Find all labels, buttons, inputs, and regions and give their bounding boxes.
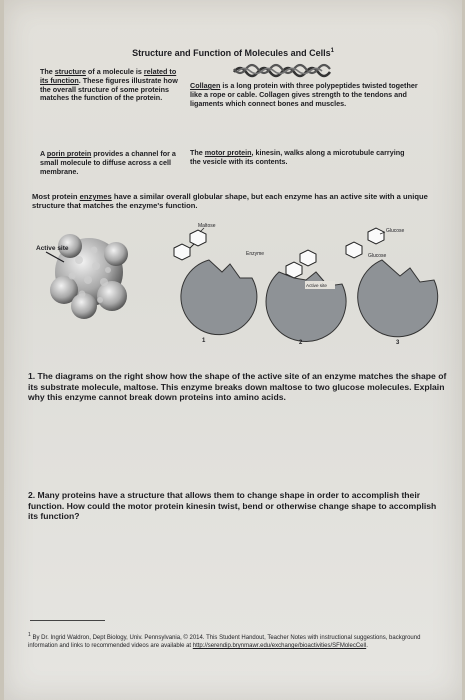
intro-paragraph: The structure of a molecule is related to its function. These figures illustrate how the overall structure of some proteins matches the function of the protein. (40, 67, 178, 103)
enzyme-diagram (24, 220, 444, 350)
porin-protein-link[interactable]: porin protein (46, 149, 92, 158)
maltose-label: Maltose (198, 223, 216, 229)
structure-link[interactable]: structure (54, 67, 86, 76)
footnote-divider (30, 620, 105, 621)
footnote-link[interactable]: http://serendip.brynmawr.edu/exchange/bioactivities/SFMolecCell (192, 643, 367, 649)
related-function-link[interactable]: related to its function (40, 67, 177, 85)
collagen-link[interactable]: Collagen (190, 81, 221, 90)
enzymes-link[interactable]: enzymes (79, 192, 112, 201)
footnote: $^1$ By Dr. Ingrid Waldron, Dept Biology, Univ. Pennsylvania, © 2014. This Student Handout, Teacher Notes with instructional suggestions, background information and links to recommended videos are available at http://serendip.brynmawr.edu/exchange/bioactivities/SFMolecCell. (28, 632, 421, 649)
question-2: 2. Many proteins have a structure that allows them to change shape in order to accomplish their function. How could the motor protein kinesin twist, bend or otherwise change shape to accomplish its function? (28, 490, 437, 521)
active-site-label-text: Active site (36, 245, 69, 252)
panel-number-3: 3 (396, 340, 400, 346)
enzyme-shape-1 (181, 260, 257, 335)
porin-paragraph: A porin protein provides a channel for a small molecule to diffuse across a cell membrane. (40, 149, 176, 176)
motor-protein-paragraph: The motor protein, kinesin, walks along a microtubule carrying the vesicle with its contents. (190, 148, 405, 166)
enzyme-label: Enzyme (246, 251, 265, 257)
active-site-2-label: Active site (306, 283, 327, 288)
enzyme-shape-3 (358, 260, 438, 337)
maltose-molecule-2 (286, 250, 316, 278)
glucose-top-label: Glucose (386, 228, 405, 234)
maltose-molecule-1 (174, 230, 206, 260)
panel-number-1: 1 (202, 338, 206, 344)
motor-protein-link[interactable]: motor protein (204, 148, 252, 157)
panel-number-2: 2 (299, 340, 303, 346)
glucose-side-label: Glucose (368, 253, 387, 259)
page-title: Structure and Function of Molecules and Cells$^1$ (132, 48, 334, 58)
collagen-image (230, 60, 338, 80)
question-1: 1. The diagrams on the right show how the shape of the active site of an enzyme matches the shape of its substrate molecule, maltose. This enzyme breaks down maltose to two glucose molecules. Explain why this enzyme cannot break down proteins into amino acids. (28, 371, 447, 402)
enzymes-paragraph: Most protein enzymes have a similar overall globular shape, but each enzyme has an active site with a unique structure that matches the enzyme's function. (32, 192, 428, 211)
document-page (4, 0, 462, 700)
collagen-paragraph: Collagen is a long protein with three polypeptides twisted together like a rope or cable. Collagen gives strength to the tendons and ligaments which connect bones and muscles. (190, 81, 418, 108)
